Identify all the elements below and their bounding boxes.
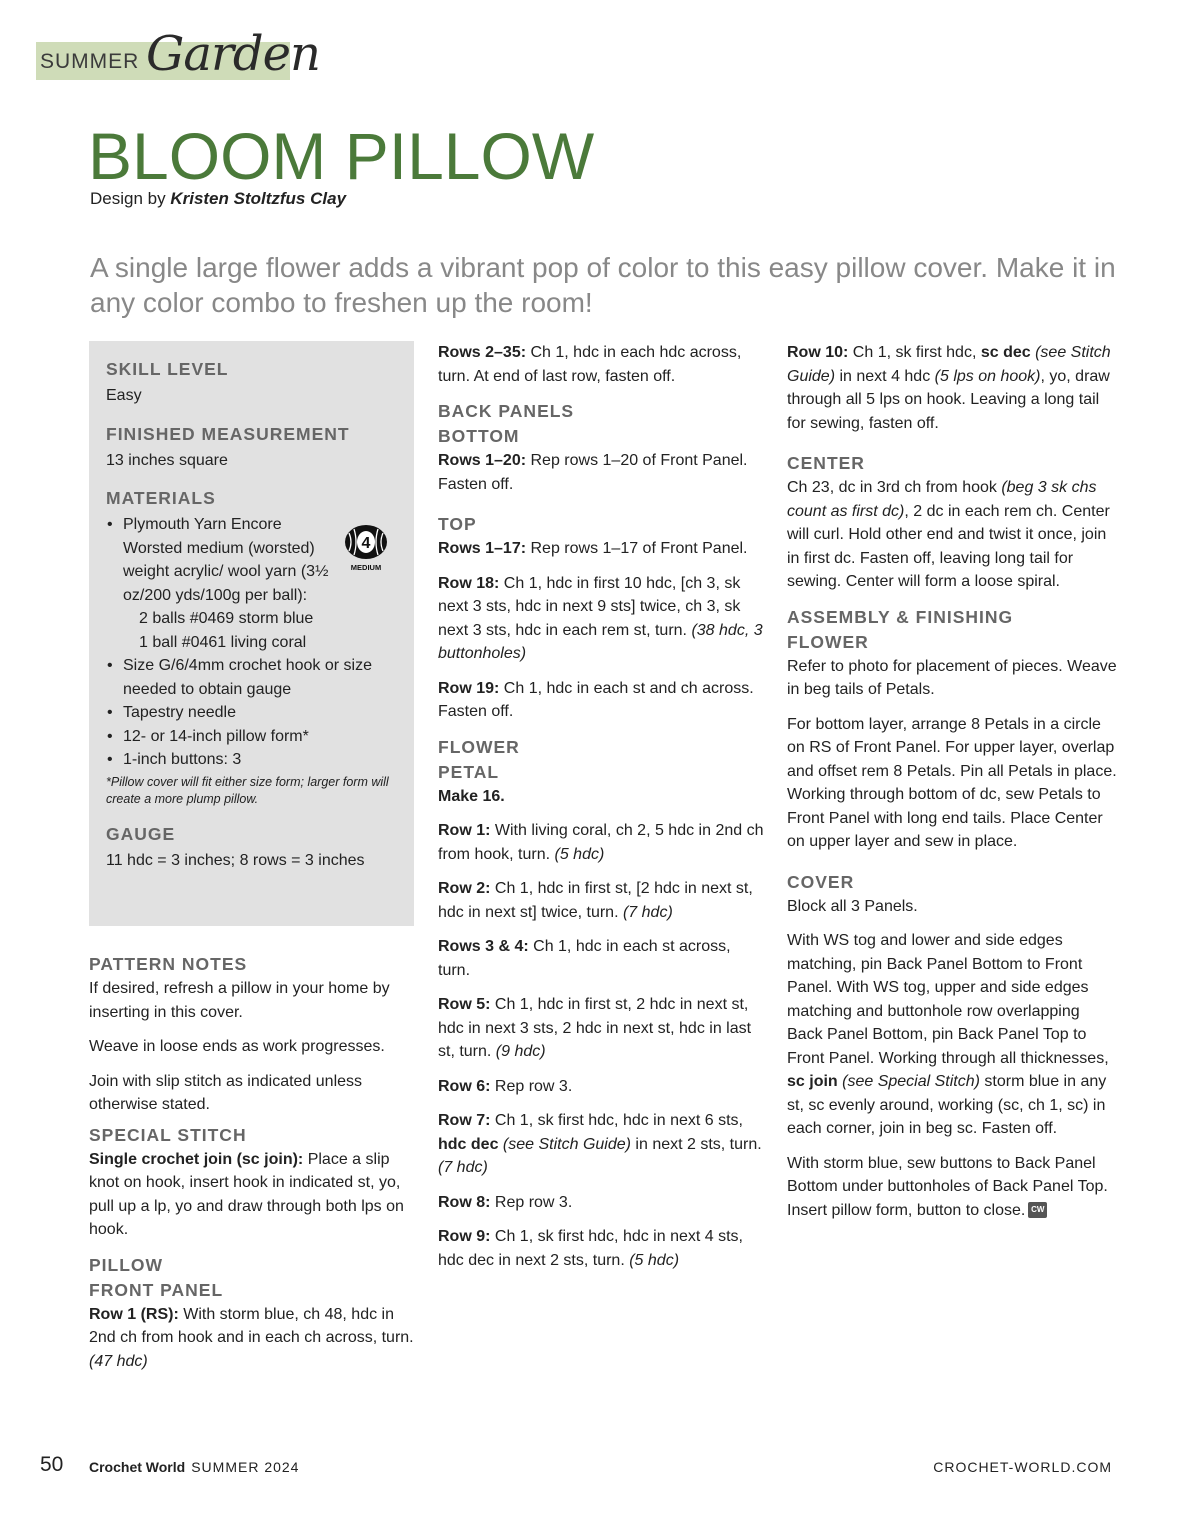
page-title: BLOOM PILLOW (88, 119, 595, 193)
skill-value: Easy (106, 387, 142, 404)
instruction-row: Row 7: Ch 1, sk first hdc, hdc in next 6 sts, hdc dec (see Stitch Guide) in next 2 sts, turn. (7 hdc) (438, 1112, 762, 1176)
section-tag-garden: Garden (146, 26, 320, 82)
list-item: • Size G/6/4mm crochet hook or size needed to obtain gauge (106, 654, 406, 701)
end-mark-icon: CW (1028, 1202, 1047, 1218)
instruction-row: Row 5: Ch 1, hdc in first st, 2 hdc in next st, hdc in next 3 sts, 2 hdc in next st, hdc in last st, turn. (9 hdc) (438, 996, 752, 1060)
instruction-row: Row 18: Ch 1, hdc in first 10 hdc, [ch 3, sk next 3 sts, hdc in next 9 sts] twice, ch 3, sk next 3 sts, hdc in each rem st, turn. (38 hdc, 3 buttonholes) (438, 574, 763, 662)
section-tag-summer: SUMMER (40, 50, 140, 73)
instruction-row: Rows 1–17: Rep rows 1–17 of Front Panel. (438, 540, 748, 557)
cover-text: Block all 3 Panels. (787, 897, 918, 915)
footer-magazine: Crochet World SUMMER 2024 (89, 1459, 300, 1475)
column-1 (89, 952, 415, 1384)
instruction-row: Row 2: Ch 1, hdc in first st, [2 hdc in next st, hdc in next st] twice, turn. (7 hdc) (438, 880, 753, 921)
yarn-color-1: 2 balls #0469 storm blue (139, 610, 314, 627)
measurement-value: 13 inches square (106, 451, 228, 469)
column-3 (787, 341, 1117, 1233)
flower-heading: FLOWER (438, 736, 520, 757)
pillow-heading: PILLOW (89, 1254, 164, 1275)
materials-box (89, 341, 414, 926)
measurement-heading: FINISHED MEASUREMENT (106, 423, 350, 444)
yarn-weight-label: MEDIUM (350, 563, 382, 572)
center-text: Ch 23, dc in 3rd ch from hook (beg 3 sk chs count as first dc), 2 dc in each rem ch. Center will curl. Hold other end and twist it once, join in first dc. Fasten off, leaving long tail for sewing. Center will form a loose spiral. (787, 479, 1110, 590)
list-item: • Tapestry needle (106, 701, 406, 725)
assembly-flower-heading: FLOWER (787, 631, 869, 652)
yarn-weight-icon (343, 523, 389, 573)
instruction-row: Rows 1–20: Rep rows 1–20 of Front Panel. Fasten off. (438, 452, 748, 493)
center-heading: CENTER (787, 453, 865, 473)
cover-text: With storm blue, sew buttons to Back Panel Bottom under buttonholes of Back Panel Top. Insert pillow form, button to close. CW (787, 1154, 1108, 1219)
pattern-note: Weave in loose ends as work progresses. (89, 1038, 385, 1055)
instruction-row: Row 6: Rep row 3. (438, 1077, 573, 1095)
gauge-value: 11 hdc = 3 inches; 8 rows = 3 inches (106, 851, 365, 869)
yarn-description: Plymouth Yarn Encore Worsted medium (worsted) weight acrylic/ wool yarn (3½ oz/200 yds/100g per ball): (123, 516, 329, 604)
cover-text: With WS tog and lower and side edges matching, pin Back Panel Bottom to Front Panel. With WS tog, upper and side edges matching and buttonhole row overlapping Back Panel Bottom, pin Back Panel Top to Front Panel. Working through all thicknesses, sc join (see Special Stitch) storm blue in any st, sc evenly around, working (sc, ch 1, sc) in each corner, join in beg sc. Fasten off. (787, 932, 1109, 1137)
yarn-weight-number: 4 (361, 535, 371, 552)
special-stitch-text: Single crochet join (sc join): Place a slip knot on hook, insert hook in indicated st, yo, pull up a lp, yo and draw through both lps on hook. (89, 1150, 404, 1238)
skill-heading: SKILL LEVEL (106, 359, 229, 379)
bottom-heading: BOTTOM (438, 426, 520, 446)
column-2 (438, 341, 766, 1283)
front-panel-heading: FRONT PANEL (89, 1279, 224, 1300)
petal-heading: PETAL (438, 761, 500, 782)
materials-heading: MATERIALS (106, 488, 216, 508)
assembly-text: For bottom layer, arrange 8 Petals in a circle on RS of Front Panel. For upper layer, overlap and offset rem 8 Petals. Pin all Petals in place. Working through bottom of dc, sew Petals to Front Panel with long end tails. Place Center on upper layer and sew in place. (787, 715, 1117, 850)
special-stitch-heading: SPECIAL STITCH (89, 1124, 247, 1145)
author-name: Kristen Stoltzfus Clay (170, 189, 347, 208)
instruction-row: Rows 2–35: Ch 1, hdc in each hdc across, turn. At end of last row, fasten off. (438, 344, 742, 385)
top-heading: TOP (438, 514, 477, 534)
assembly-heading: ASSEMBLY & FINISHING (787, 606, 1014, 627)
make-count: Make 16. (438, 787, 505, 805)
pattern-note: Join with slip stitch as indicated unless otherwise stated. (89, 1072, 363, 1113)
instruction-row: Row 19: Ch 1, hdc in each st and ch across. Fasten off. (438, 679, 754, 720)
cover-heading: COVER (787, 871, 855, 892)
page-number: 50 (40, 1453, 64, 1476)
footer-url: CROCHET-WORLD.COM (933, 1459, 1112, 1475)
pattern-note: If desired, refresh a pillow in your home by inserting in this cover. (89, 980, 390, 1021)
back-panels-heading: BACK PANELS (438, 401, 575, 421)
instruction-row: Row 1 (RS): With storm blue, ch 48, hdc in 2nd ch from hook and in each ch across, turn. (47 hdc) (89, 1305, 414, 1370)
gauge-heading: GAUGE (106, 823, 176, 844)
byline (90, 189, 346, 209)
instruction-row: Row 10: Ch 1, sk first hdc, sc dec (see Stitch Guide) in next 4 hdc (5 lps on hook), yo, draw through all 5 lps on hook. Leaving a long tail for sewing, fasten off. (787, 344, 1111, 432)
byline-prefix: Design by (90, 189, 171, 208)
assembly-text: Refer to photo for placement of pieces. Weave in beg tails of Petals. (787, 657, 1117, 698)
list-item: • 12- or 14-inch pillow form* (106, 725, 406, 749)
instruction-row: Row 8: Rep row 3. (438, 1193, 573, 1211)
materials-footnote: *Pillow cover will fit either size form; larger form will create a more plump pillow. (106, 774, 389, 806)
yarn-color-2: 1 ball #0461 living coral (139, 633, 307, 651)
intro-text: A single large flower adds a vibrant pop of color to this easy pillow cover. Make it in any color combo to freshen up the room! (90, 252, 1116, 318)
instruction-row: Rows 3 & 4: Ch 1, hdc in each st across, turn. (438, 938, 731, 979)
instruction-row: Row 9: Ch 1, sk first hdc, hdc in next 4 sts, hdc dec in next 2 sts, turn. (5 hdc) (438, 1228, 743, 1269)
list-item: • 1-inch buttons: 3 (106, 748, 406, 772)
instruction-row: Row 1: With living coral, ch 2, 5 hdc in 2nd ch from hook, turn. (5 hdc) (438, 822, 764, 863)
pattern-notes-heading: PATTERN NOTES (89, 954, 248, 974)
